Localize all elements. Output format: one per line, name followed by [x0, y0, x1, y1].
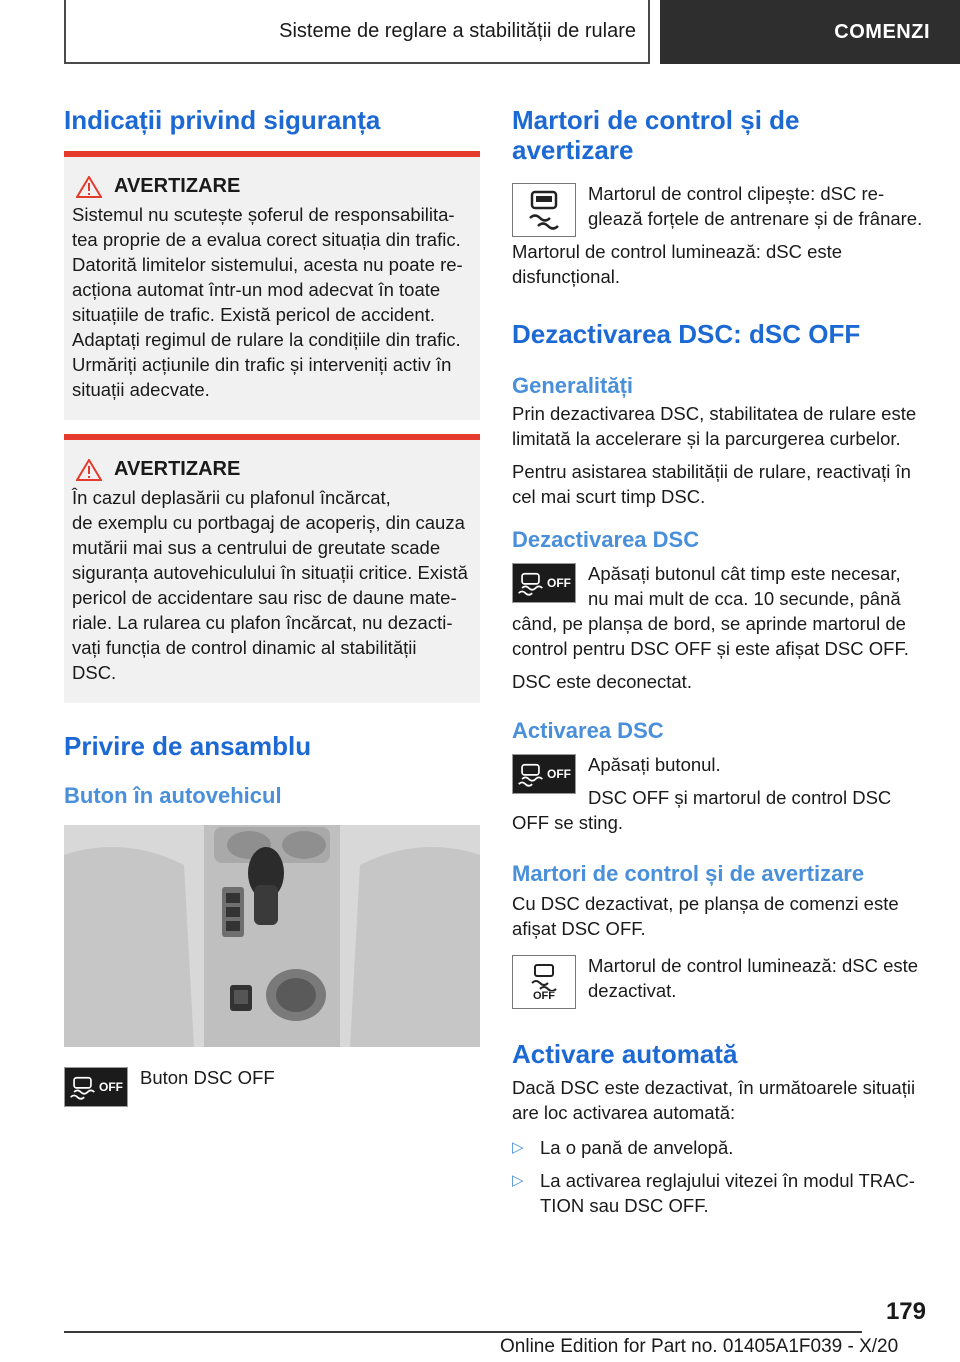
left-column — [64, 100, 480, 1107]
warning-text-line: pericol de accidentare sau risc de daune mate- — [72, 587, 457, 608]
footer-divider — [64, 1331, 862, 1333]
list-item-line: TION sau DSC OFF. — [540, 1195, 709, 1216]
activate-subtitle: Activarea DSC — [512, 718, 664, 743]
deactivate-block — [512, 561, 926, 694]
warning-box-1 — [64, 151, 480, 420]
dsc-off-button-icon — [512, 563, 576, 603]
warning-text-line: Urmăriți acțiunile din trafic și interveniți activ în — [72, 354, 452, 375]
dsc-warning-lamp-icon — [512, 183, 576, 237]
body-text: Prin dezactivarea DSC, stabilitatea de rulare este — [512, 403, 917, 424]
body-text: Apăsați butonul cât timp este necesar, — [588, 563, 901, 584]
warning-text-line: siguranța autovehiculului în situații critice. Există — [72, 562, 468, 583]
lamp-block-2 — [512, 953, 926, 1009]
activate-block — [512, 752, 926, 835]
warning-text-line: acționa automat într-un mod adecvat în toate — [72, 279, 441, 300]
body-text: are loc activarea automată: — [512, 1102, 736, 1123]
lamps2-subtitle: Martori de control și de avertizare — [512, 861, 865, 886]
list-item — [512, 1135, 926, 1160]
off-label: OFF — [533, 989, 555, 1002]
list-item-text — [540, 1168, 915, 1218]
lamps-title-text: Martori de control și de avertizare — [512, 105, 800, 165]
button-caption-row — [64, 1065, 480, 1107]
lamp-text: Martorul de control clipește: dSC re- — [588, 183, 885, 204]
dsc-off-button-icon — [64, 1067, 128, 1107]
lamp-text: disfuncțional. — [512, 266, 620, 287]
overview-title: Privire de ansamblu — [64, 731, 312, 761]
right-column — [512, 100, 926, 1218]
body-text: dezactivat. — [588, 980, 677, 1001]
auto-activation-title: Activare automată — [512, 1039, 738, 1069]
button-caption: Buton DSC OFF — [140, 1067, 275, 1088]
car-skid-icon — [528, 963, 560, 991]
body-text: afișat DSC OFF. — [512, 918, 646, 939]
warning-text-line: de exemplu cu portbagaj de acoperiș, din cauza — [72, 512, 465, 533]
body-text: DSC este deconectat. — [512, 671, 692, 692]
center-console-photo — [64, 825, 480, 1047]
body-text: Pentru asistarea stabilității de rulare, reactivați în — [512, 461, 911, 482]
body-text: Apăsați butonul. — [588, 754, 721, 775]
bullet-triangle-icon: ▷ — [512, 1172, 524, 1189]
body-text: cel mai scurt timp DSC. — [512, 486, 706, 507]
warning-label: AVERTIZARE — [114, 175, 241, 197]
lamps-title — [512, 105, 926, 165]
body-text: nu mai mult de cca. 10 secunde, până — [588, 588, 901, 609]
general-subtitle: Generalități — [512, 373, 634, 398]
list-item-text: La o pană de anvelopă. — [540, 1137, 734, 1158]
deactivation-title: Dezactivarea DSC: dSC OFF — [512, 319, 861, 349]
dsc-off-button-icon — [512, 754, 576, 794]
lamp-text: glează forțele de antrenare și de frânare. — [588, 208, 923, 229]
lamp-block-1 — [512, 181, 926, 289]
deactivate-subtitle: Dezactivarea DSC — [512, 527, 700, 552]
warning-text-line: vați funcția de control dinamic al stabilității — [72, 637, 417, 658]
warning-text-line: Datorită limitelor sistemului, acesta nu poate re- — [72, 254, 463, 275]
car-skid-icon — [524, 188, 564, 232]
body-text: când, pe planșa de bord, se aprinde martorul de — [512, 613, 906, 634]
warning-triangle-icon — [76, 459, 102, 481]
lamp-text: Martorul de control luminează: dSC este — [512, 241, 843, 262]
warning-label: AVERTIZARE — [114, 458, 241, 480]
page-number: 179 — [885, 1298, 926, 1325]
warning-triangle-icon — [76, 176, 102, 198]
bullet-triangle-icon: ▷ — [512, 1139, 524, 1156]
warning-heading — [76, 175, 472, 198]
page-header — [64, 0, 960, 64]
footer-edition: Online Edition for Part no. 01405A1F039 - X/20 — [500, 1336, 899, 1357]
off-label: OFF — [547, 767, 571, 781]
console-illustration — [64, 825, 480, 1047]
off-label: OFF — [547, 576, 571, 590]
warning-text-line: Adaptați regimul de rulare la condițiile din trafic. — [72, 329, 461, 350]
body-text: limitată la accelerare și la parcurgerea curbelor. — [512, 428, 901, 449]
body-text: OFF se sting. — [512, 812, 624, 833]
button-subtitle: Buton în autovehicul — [64, 783, 282, 808]
warning-text-line: situații adecvate. — [72, 379, 210, 400]
body-text: Cu DSC dezactivat, pe planșa de comenzi este — [512, 893, 899, 914]
warning-text-line: În cazul deplasării cu plafonul încărcat, — [72, 487, 391, 508]
header-chapter-tab: COMENZI — [660, 0, 960, 64]
body-text: DSC OFF și martorul de control DSC — [588, 787, 892, 808]
body-text: control pentru DSC OFF și este afișat DSC OFF. — [512, 638, 909, 659]
warning-heading — [76, 458, 472, 481]
warning-text-line: mutării mai sus a centrului de greutate scade — [72, 537, 441, 558]
warning-text-line: DSC. — [72, 662, 117, 683]
body-text: Martorul de control luminează: dSC este — [588, 955, 919, 976]
list-item-line: La activarea reglajului vitezei în modul TRAC- — [540, 1170, 915, 1191]
warning-text-line: tea proprie de a evalua corect situația din trafic. — [72, 229, 461, 250]
car-skid-icon — [69, 1073, 96, 1101]
warning-text-line: situațiile de trafic. Există pericol de accident. — [72, 304, 435, 325]
off-label: OFF — [99, 1080, 123, 1094]
header-section-title: Sisteme de reglare a stabilității de rulare — [64, 0, 650, 64]
car-skid-icon — [517, 569, 544, 597]
warning-text-line: riale. La rularea cu plafon încărcat, nu dezacti- — [72, 612, 453, 633]
dsc-off-lamp-icon — [512, 955, 576, 1009]
warning-text-line: Sistemul nu scutește șoferul de responsabilita- — [72, 204, 455, 225]
car-skid-icon — [517, 760, 544, 788]
body-text: Dacă DSC este dezactivat, în următoarele situații — [512, 1077, 916, 1098]
warning-box-2 — [64, 434, 480, 703]
list-item — [512, 1168, 926, 1218]
safety-title: Indicații privind siguranța — [64, 105, 381, 135]
